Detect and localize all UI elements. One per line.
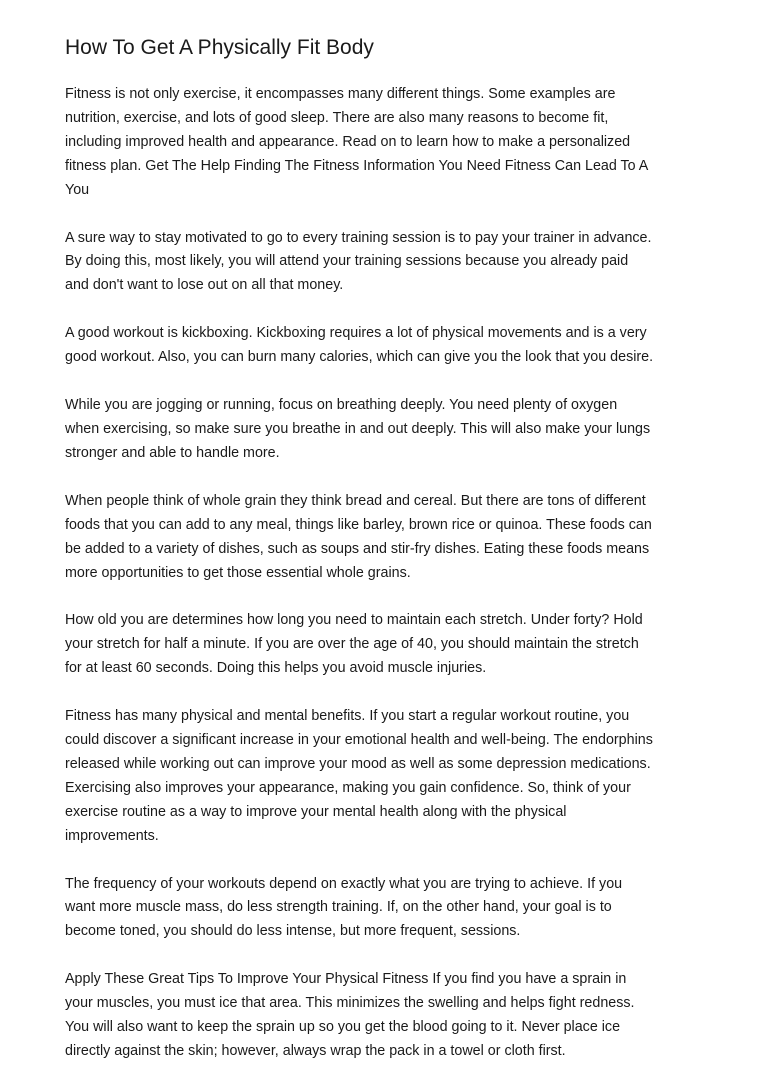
text-line: Fitness is not only exercise, it encompasses many different things. Some examples are (65, 86, 616, 102)
page-title: How To Get A Physically Fit Body (65, 36, 374, 59)
text-line: A good workout is kickboxing. Kickboxing requires a lot of physical movements and is a very (65, 325, 647, 342)
text-line: stronger and able to handle more. (65, 444, 280, 461)
text-line: You (65, 181, 90, 198)
text-line: You will also want to keep the sprain up so you get the blood going to it. Never place ice (65, 1019, 621, 1036)
paragraph-3 (65, 322, 710, 370)
text-line: your muscles, you must ice that area. This minimizes the swelling and helps fight redness. (65, 995, 635, 1012)
text-line: Apply These Great Tips To Improve Your Physical Fitness If you find you have a sprain in (65, 971, 627, 988)
paragraph-5 (65, 490, 710, 586)
text-line: become toned, you should do less intense, but more frequent, sessions. (65, 923, 521, 940)
text-line: directly against the skin; however, always wrap the pack in a towel or cloth first. (65, 1043, 566, 1059)
text-line: fitness plan. Get The Help Finding The Fitness Information You Need Fitness Can Lead To A (65, 157, 649, 174)
text-line: and don't want to lose out on all that money. (65, 277, 344, 294)
text-line: By doing this, most likely, you will attend your training sessions because you already paid (65, 253, 629, 270)
text-line: Exercising also improves your appearance, making you gain confidence. So, think of your (65, 779, 631, 796)
paragraph-2 (65, 227, 710, 299)
text-line: want more muscle mass, do less strength training. If, on the other hand, your goal is to (65, 899, 612, 916)
text-line: released while working out can improve your mood as well as some depression medications. (65, 755, 651, 772)
paragraph-8 (65, 873, 710, 945)
text-line: when exercising, so make sure you breathe in and out deeply. This will also make your lungs (65, 420, 651, 437)
paragraph-9 (65, 968, 710, 1064)
paragraph-1 (65, 83, 710, 203)
text-line: improvements. (65, 827, 159, 844)
text-line: Fitness has many physical and mental benefits. If you start a regular workout routine, you (65, 708, 630, 725)
paragraph-6 (65, 609, 710, 681)
text-line: While you are jogging or running, focus on breathing deeply. You need plenty of oxygen (65, 397, 618, 414)
text-line: could discover a significant increase in your emotional health and well-being. The endorphins (65, 732, 653, 749)
text-line: good workout. Also, you can burn many calories, which can give you the look that you desire. (65, 349, 654, 366)
text-line: When people think of whole grain they think bread and cereal. But there are tons of different (65, 492, 646, 509)
text-line: exercise routine as a way to improve your mental health along with the physical (65, 803, 567, 820)
text-line: How old you are determines how long you need to maintain each stretch. Under forty? Hold (65, 612, 643, 629)
text-line: The frequency of your workouts depend on exactly what you are trying to achieve. If you (65, 875, 623, 892)
text-line: more opportunities to get those essential whole grains. (65, 564, 411, 581)
text-line: nutrition, exercise, and lots of good sleep. There are also many reasons to become fit, (65, 109, 609, 126)
text-line: be added to a variety of dishes, such as soups and stir-fry dishes. Eating these foods means (65, 540, 650, 557)
text-line: your stretch for half a minute. If you are over the age of 40, you should maintain the stretch (65, 636, 639, 653)
text-line: for at least 60 seconds. Doing this helps you avoid muscle injuries. (65, 660, 487, 677)
document-page (65, 34, 710, 1088)
text-line: foods that you can add to any meal, things like barley, brown rice or quinoa. These foods can (65, 516, 652, 533)
paragraph-7 (65, 705, 710, 848)
text-line: A sure way to stay motivated to go to every training session is to pay your trainer in advance. (65, 229, 652, 246)
text-line: including improved health and appearance. Read on to learn how to make a personalized (65, 133, 631, 150)
paragraph-4 (65, 394, 710, 466)
